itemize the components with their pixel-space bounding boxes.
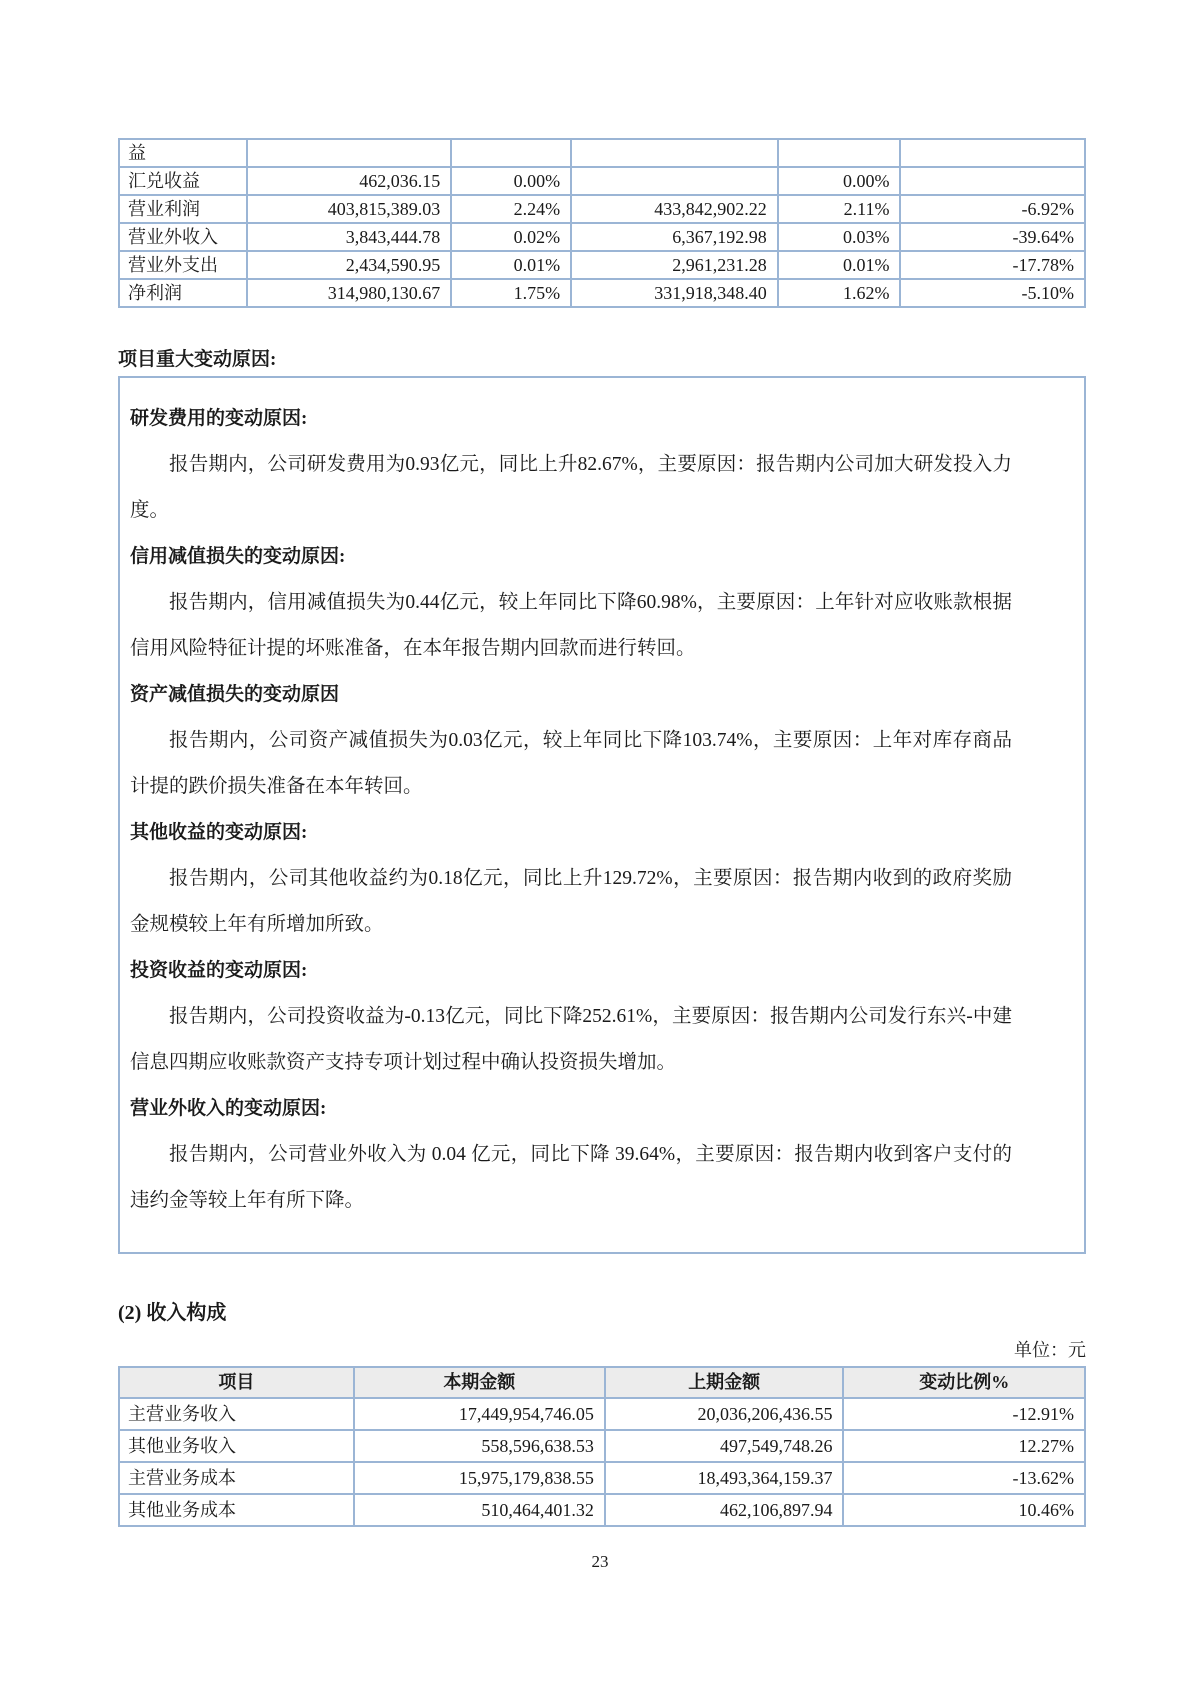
value-cell: 462,036.15 — [247, 167, 452, 195]
value-cell: 2.11% — [778, 195, 901, 223]
table-row — [119, 223, 1085, 251]
table-row — [119, 1494, 1085, 1526]
value-cell: 1.62% — [778, 279, 901, 307]
value-cell — [900, 167, 1085, 195]
reason-paragraph: 报告期内，公司营业外收入为 0.04 亿元，同比下降 39.64%，主要原因：报告期内收到客户支付的违约金等较上年有所下降。 — [130, 1144, 1012, 1211]
table-header-cell: 本期金额 — [354, 1367, 605, 1398]
value-cell: 20,036,206,436.55 — [605, 1398, 844, 1430]
financial-summary-table-wrap — [118, 138, 1086, 308]
reason-section — [130, 534, 1012, 672]
page-number: 23 — [591, 1552, 609, 1571]
row-label-cell: 益 — [119, 139, 247, 167]
value-cell: 462,106,897.94 — [605, 1494, 844, 1526]
reason-paragraph: 报告期内，公司投资收益为-0.13亿元，同比下降252.61%，主要原因：报告期内公司发行东兴-中建信息四期应收账款资产支持专项计划过程中确认投资损失增加。 — [130, 1006, 1012, 1073]
reason-paragraph: 报告期内，公司资产减值损失为0.03亿元，较上年同比下降103.74%，主要原因：上年对库存商品计提的跌价损失准备在本年转回。 — [130, 730, 1012, 797]
value-cell — [778, 139, 901, 167]
value-cell: 3,843,444.78 — [247, 223, 452, 251]
reason-heading: 投资收益的变动原因: — [130, 960, 308, 981]
value-cell — [451, 139, 571, 167]
reason-section — [130, 672, 1012, 810]
income-composition-title: (2) 收入构成 — [118, 1302, 227, 1324]
value-cell: 17,449,954,746.05 — [354, 1398, 605, 1430]
reason-paragraph: 报告期内，公司研发费用为0.93亿元，同比上升82.67%，主要原因：报告期内公司加大研发投入力度。 — [130, 454, 1012, 521]
value-cell: 0.01% — [778, 251, 901, 279]
value-cell: 433,842,902.22 — [571, 195, 778, 223]
row-label-cell: 主营业务收入 — [119, 1398, 354, 1430]
value-cell: -13.62% — [843, 1462, 1085, 1494]
table-row — [119, 1462, 1085, 1494]
value-cell — [247, 139, 452, 167]
value-cell: 2,961,231.28 — [571, 251, 778, 279]
reason-heading: 营业外收入的变动原因: — [130, 1098, 327, 1119]
financial-summary-table — [118, 138, 1086, 308]
value-cell: 6,367,192.98 — [571, 223, 778, 251]
reason-heading: 研发费用的变动原因: — [130, 408, 308, 429]
income-table — [118, 1366, 1086, 1527]
value-cell: 497,549,748.26 — [605, 1430, 844, 1462]
value-cell: 2.24% — [451, 195, 571, 223]
table-header-cell: 上期金额 — [605, 1367, 844, 1398]
row-label-cell: 主营业务成本 — [119, 1462, 354, 1494]
income-table-header-row — [119, 1367, 1085, 1398]
value-cell: 12.27% — [843, 1430, 1085, 1462]
value-cell: 0.03% — [778, 223, 901, 251]
value-cell: 314,980,130.67 — [247, 279, 452, 307]
table-row — [119, 195, 1085, 223]
value-cell: -12.91% — [843, 1398, 1085, 1430]
reason-section — [130, 1086, 1012, 1224]
table-row — [119, 279, 1085, 307]
value-cell — [571, 139, 778, 167]
reason-heading: 信用减值损失的变动原因: — [130, 546, 346, 567]
row-label-cell: 营业利润 — [119, 195, 247, 223]
major-change-reasons-title: 项目重大变动原因: — [118, 349, 277, 370]
reason-paragraph: 报告期内，信用减值损失为0.44亿元，较上年同比下降60.98%，主要原因：上年针对应收账款根据信用风险特征计提的坏账准备，在本年报告期内回款而进行转回。 — [130, 592, 1012, 659]
row-label-cell: 净利润 — [119, 279, 247, 307]
value-cell: -6.92% — [900, 195, 1085, 223]
value-cell: -39.64% — [900, 223, 1085, 251]
value-cell: 331,918,348.40 — [571, 279, 778, 307]
value-cell: 2,434,590.95 — [247, 251, 452, 279]
row-label-cell: 其他业务收入 — [119, 1430, 354, 1462]
value-cell — [900, 139, 1085, 167]
value-cell: 510,464,401.32 — [354, 1494, 605, 1526]
value-cell: 0.00% — [778, 167, 901, 195]
value-cell: 0.00% — [451, 167, 571, 195]
value-cell: 403,815,389.03 — [247, 195, 452, 223]
table-row — [119, 1430, 1085, 1462]
reason-section — [130, 948, 1012, 1086]
row-label-cell: 其他业务成本 — [119, 1494, 354, 1526]
reason-paragraph: 报告期内，公司其他收益约为0.18亿元，同比上升129.72%，主要原因：报告期内收到的政府奖励金规模较上年有所增加所致。 — [130, 868, 1012, 935]
table-row — [119, 167, 1085, 195]
value-cell: 18,493,364,159.37 — [605, 1462, 844, 1494]
reason-heading: 资产减值损失的变动原因 — [130, 684, 340, 705]
reason-section — [130, 810, 1012, 948]
row-label-cell: 营业外支出 — [119, 251, 247, 279]
value-cell: 558,596,638.53 — [354, 1430, 605, 1462]
table-row — [119, 1398, 1085, 1430]
reason-section — [130, 396, 1012, 534]
major-change-reasons-box — [118, 376, 1086, 1254]
unit-label: 单位：元 — [1014, 1340, 1086, 1360]
table-header-cell: 变动比例% — [843, 1367, 1085, 1398]
table-header-cell: 项目 — [119, 1367, 354, 1398]
table-row — [119, 139, 1085, 167]
row-label-cell: 汇兑收益 — [119, 167, 247, 195]
value-cell: -5.10% — [900, 279, 1085, 307]
table-row — [119, 251, 1085, 279]
value-cell: 10.46% — [843, 1494, 1085, 1526]
row-label-cell: 营业外收入 — [119, 223, 247, 251]
income-table-wrap — [118, 1366, 1086, 1527]
reason-heading: 其他收益的变动原因: — [130, 822, 308, 843]
value-cell: 0.02% — [451, 223, 571, 251]
value-cell: -17.78% — [900, 251, 1085, 279]
value-cell — [571, 167, 778, 195]
value-cell: 0.01% — [451, 251, 571, 279]
value-cell: 1.75% — [451, 279, 571, 307]
value-cell: 15,975,179,838.55 — [354, 1462, 605, 1494]
